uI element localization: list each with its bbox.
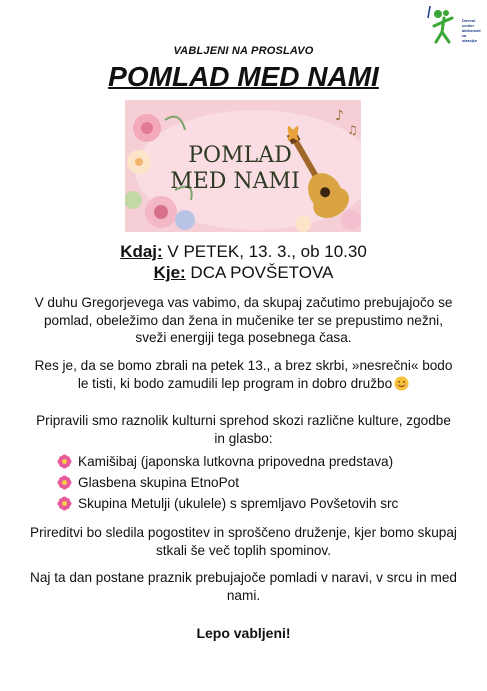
program-item-label: Glasbena skupina EtnoPot [78, 475, 239, 490]
friday-paragraph [30, 357, 457, 392]
page-title [0, 60, 487, 94]
wish-paragraph: Naj ta dan postane praznik prebujajoče pomladi v naravi, v srcu in med nami. [30, 570, 457, 603]
where-label: Kje: [153, 263, 186, 282]
smiley-emoji-icon [394, 376, 409, 391]
program-item [57, 493, 477, 514]
event-where [0, 262, 487, 283]
logo-line: center [462, 23, 475, 28]
logo-line: Dnevni [462, 18, 476, 23]
program-item [57, 451, 477, 472]
event-banner-image [125, 100, 361, 232]
banner-title-line2: MED NAMI [170, 169, 300, 194]
logo-text [462, 18, 486, 43]
logo-line: za [462, 33, 467, 38]
friday-paragraph-text: Res je, da se bomo zbrali na petek 13., a brez skrbi, »nesrečni« bodo le tisti, ki bodo zamudili lep program in dobro družbo [34, 358, 453, 391]
where-value: DCA POVŠETOVA [185, 263, 334, 282]
closing-line: Lepo vabljeni! [196, 625, 291, 641]
invite-heading: VABLJENI NA PROSLAVO [173, 45, 314, 57]
page-title-text: POMLAD MED NAMI [108, 61, 379, 92]
logo-line: starejše [462, 38, 478, 43]
reception-paragraph: Prireditvi bo sledila pogostitev in sproščeno druženje, kjer bomo skupaj stkali še več toplih spominov. [30, 525, 457, 558]
flower-bullet-icon [57, 496, 72, 511]
svg-text:♫: ♫ [347, 123, 358, 137]
banner-title-line1: POMLAD [188, 143, 292, 168]
event-details [0, 241, 487, 283]
program-intro: Pripravili smo raznolik kulturni sprehod skozi različne kulture, zgodbe in glasbo: [36, 413, 451, 446]
svg-text:♪: ♪ [335, 108, 344, 124]
program-item-label: Kamišibaj (japonska lutkovna pripovedna predstava) [78, 454, 394, 469]
when-label: Kdaj: [120, 242, 163, 261]
intro-paragraph: V duhu Gregorjevega vas vabimo, da skupaj začutimo prebujajočo se pomlad, obeležimo dan žena in mučenike ter se prepustimo nežni, sveži energiji tega posebnega časa. [34, 295, 453, 345]
when-value: V PETEK, 13. 3., ob 10.30 [162, 242, 367, 261]
event-when [0, 241, 487, 262]
program-list [57, 451, 477, 514]
program-item-label: Skupina Metulji (ukulele) s spremljavo Povšetovih src [78, 496, 399, 511]
program-item [57, 472, 477, 493]
flower-bullet-icon [57, 475, 72, 490]
flower-bullet-icon [57, 454, 72, 469]
logo-line: aktivnosti [462, 28, 481, 33]
